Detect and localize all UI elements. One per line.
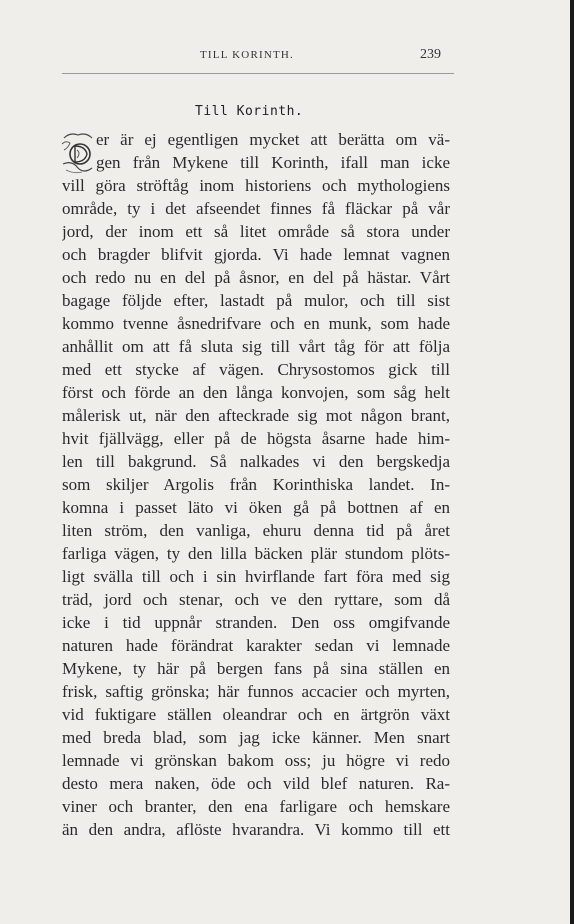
text-line: med breda blad, som jag icke känner. Men snart — [62, 729, 450, 747]
text-line: naturen hade förändrat karakter sedan vi lemnade — [62, 637, 450, 655]
text-line: och bragder blifvit gjorda. Vi hade lemnat vagnen — [62, 246, 450, 264]
text-line: icke i tid uppnår stranden. Den oss omgifvande — [62, 614, 450, 632]
text-line: än den andra, aflöste hvarandra. Vi kommo till ett — [62, 821, 450, 839]
text-line: vid fuktigare ställen oleandrar och en ärtgrön växt — [62, 706, 450, 724]
text-line: träd, jord och stenar, och ve den ryttare, som då — [62, 591, 450, 609]
text-line: hvit fjällvägg, eller på de högsta åsarne hade him- — [62, 430, 450, 448]
text-line: kommo tvenne åsnedrifvare och en munk, som hade — [62, 315, 450, 333]
text-line: frisk, saftig grönska; här funnos accacier och myrten, — [62, 683, 450, 701]
text-line: liten ström, den vanliga, ehuru denna tid på året — [62, 522, 450, 540]
text-line: gen från Mykene till Korinth, ifall man icke — [96, 154, 450, 172]
text-line: målerisk ut, när den afteckrade sig mot någon brant, — [62, 407, 450, 425]
ornamental-drop-cap — [60, 130, 94, 176]
text-line: vill göra ströftåg inom historiens och mythologiens — [62, 177, 450, 195]
text-line: bagage följde efter, lastadt på mulor, och till sist — [62, 292, 450, 310]
text-line: med ett stycke af vägen. Chrysostomos gick till — [62, 361, 450, 379]
text-line: farliga vägen, ty den lilla bäcken plär stundom plöts- — [62, 545, 450, 563]
text-line: desto mera naken, öde och vild blef naturen. Ra- — [62, 775, 450, 793]
text-line: jord, der inom ett så litet område så stora under — [62, 223, 450, 241]
text-line: och redo nu en del på åsnor, en del på hästar. Vårt — [62, 269, 450, 287]
chapter-title: Till Korinth. — [195, 104, 304, 119]
running-head: TILL KORINTH. — [200, 49, 295, 61]
text-line: ligt svälla till och i sin hvirflande fart föra med sig — [62, 568, 450, 586]
text-line: område, ty i det afseendet finnes få fläckar på vår — [62, 200, 450, 218]
text-line: viner och branter, den ena farligare och hemskare — [62, 798, 450, 816]
text-line: anhållit om att få sluta sig till vårt tåg för att följa — [62, 338, 450, 356]
page-number: 239 — [420, 47, 441, 62]
header-rule — [62, 73, 454, 74]
text-line: Mykene, ty här på bergen fans på sina ställen en — [62, 660, 450, 678]
text-line: len till bakgrund. Så nalkades vi den bergskedja — [62, 453, 450, 471]
text-line: först och förde an den långa konvojen, som såg helt — [62, 384, 450, 402]
text-line: er är ej egentligen mycket att berätta om vä- — [96, 131, 450, 149]
text-line: som skiljer Argolis från Korinthiska landet. In- — [62, 476, 450, 494]
text-line: lemnade vi grönskan bakom oss; ju högre vi redo — [62, 752, 450, 770]
text-line: komna i passet läto vi öken gå på bottnen af en — [62, 499, 450, 517]
